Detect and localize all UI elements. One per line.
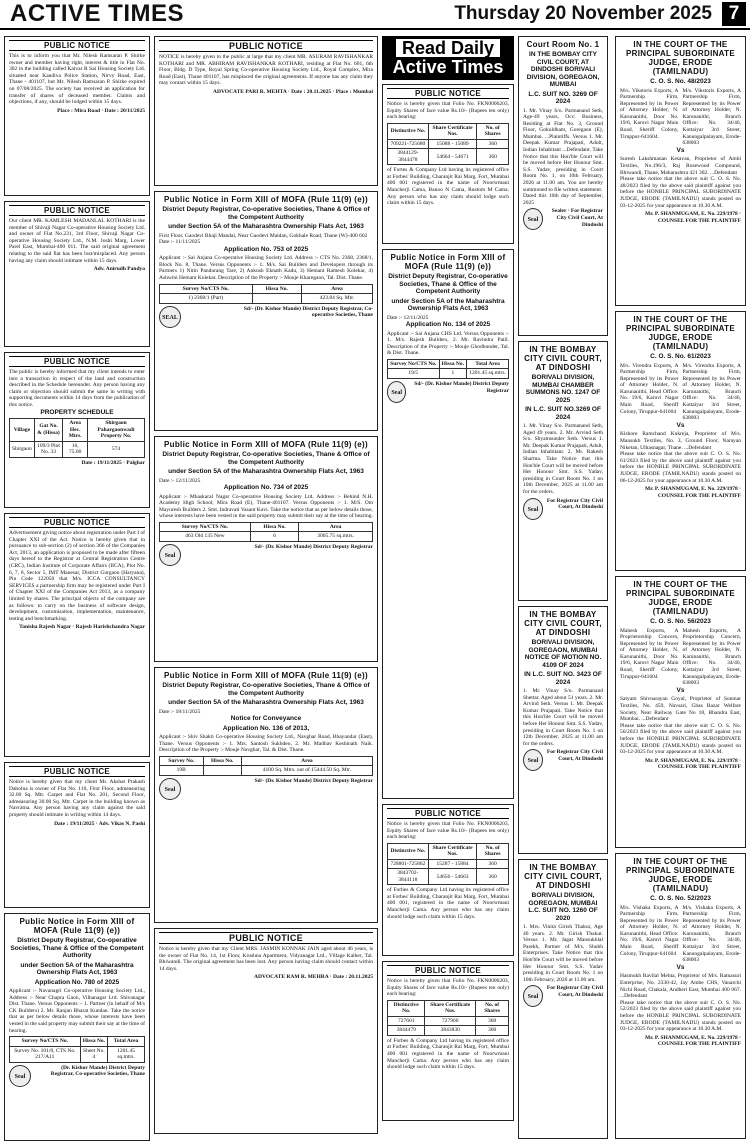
table-cell: 1201.45 sq.mtrs. bbox=[467, 369, 509, 379]
table-header: No. of Shares bbox=[477, 843, 509, 859]
table-header: Survey No/CTS No. bbox=[160, 284, 253, 294]
table-header: Share Certificate Nos. bbox=[425, 1000, 476, 1016]
table-header: Area Hec. Mtrs. bbox=[63, 419, 88, 442]
table-cell: 360 bbox=[476, 1016, 509, 1026]
notice-authority: District Deputy Registrar, Co-operative Societies, Thane & Office of the Competent Authority bbox=[388, 273, 508, 295]
table-header: Hissa No. bbox=[252, 284, 301, 294]
notice-body: Applicant :- Navanagri Co-operative Housing Society Ltd., Address :- Near Chapra Gaon, Vilhanagar Ltd. Shivanagar Dist. Thane. Versus Opponents :- 1. Partner (in behalf of M/s CK Builders) 2. Mr. Ranjan Bharat Kundan. Take the notice that as per below details those, whose interests have been vested in the said property may submit their say at the time of hearing. bbox=[9, 988, 145, 1034]
case-number: IN L.C. SUIT NO. 3423 OF 2024 bbox=[524, 671, 602, 686]
table-row bbox=[388, 149, 509, 165]
notice-body: Notice is hereby given that Folio No. FKN0006203, Equity Shares of face value Rs.10/- (Rupees ten only) each bearing: bbox=[387, 101, 509, 121]
notice-heading: PUBLIC NOTICE bbox=[387, 88, 509, 99]
table-row bbox=[160, 532, 373, 542]
case-number: C. O. S. No. 61/2023 bbox=[650, 353, 711, 360]
notice-date: Date :- 18/11/2025 bbox=[159, 708, 201, 715]
table-row bbox=[160, 766, 373, 776]
notice-heading: IN THE COURT OF THE PRINCIPAL SUBORDINATE JUDGE, ERODE (TAMILNADU) bbox=[626, 40, 735, 76]
table-cell: 1) 2368/1 (Part) bbox=[160, 294, 253, 304]
notice-act: under Section 5A of the Maharashtra Ownership Flats Act, 1963 bbox=[168, 468, 364, 475]
plaintiff-left: M/s. Vishaka Exports, A Partnership Firm, Represented by its Power of Attorney Holder, N. Karunanithi, Head Office: No. 19/6, Karuvi Nagar Main Road, Sheriff Colony, Tiruppur-641604 bbox=[620, 904, 679, 957]
notice-heading: IN THE COURT OF THE PRINCIPAL SUBORDINATE JUDGE, ERODE (TAMILNADU) bbox=[626, 580, 735, 616]
counsel: Mr. P. SHANMUGAM, E. No. 229/1978 · COUNSEL FOR THE PLAINTIFF bbox=[645, 486, 741, 499]
seal-icon: SEAL bbox=[159, 306, 181, 328]
application-number: Application No. 134 of 2025 bbox=[405, 321, 491, 329]
public-notice bbox=[4, 352, 150, 508]
table-header: Survey No/CTS No. bbox=[388, 359, 440, 369]
table-cell bbox=[203, 766, 241, 776]
court-summons bbox=[518, 36, 608, 336]
notice-heading: IN THE BOMBAY CITY CIVIL COURT, AT DINDOSHI bbox=[524, 345, 602, 372]
seal-icon: Seal bbox=[387, 381, 406, 403]
issue-date: Thursday 20 November 2025 bbox=[454, 3, 712, 24]
notice-heading: PUBLIC NOTICE bbox=[9, 766, 145, 777]
share-loss-notice bbox=[382, 961, 514, 1121]
notice-heading: Public Notice in Form XIII of MOFA (Rule 11(9) (e)) bbox=[164, 671, 368, 680]
case-number: IN L.C. SUIT NO.3269 OF 2024 bbox=[525, 406, 601, 421]
table-header: Total Area bbox=[108, 1037, 145, 1047]
notice-heading: PUBLIC NOTICE bbox=[9, 40, 145, 51]
counsel: Mr. P. SHANMUGAM, E. No. 229/1978 · COUNSEL FOR THE PLAINTIFF bbox=[645, 1034, 741, 1048]
notice-body: The public is hereby informed that my client intends to enter into a transaction in respect of the land and construction described in the Schedule hereunder. Any person having any claim or objection should submit the same in writing with supporting documents within 14 days from the publication of this notice. bbox=[9, 369, 145, 408]
defendant: Kishore Ramchand Kukreja, Proprietor of M/s. Mansukh Textiles, No. 3, Ground Floor, Narayan Niketan, Ulhasnagar, Thane. ...Defendant bbox=[620, 431, 741, 451]
notice-signature: Adv. Anirudh Pandya bbox=[93, 266, 145, 273]
notice-body: NOTICE is hereby given to the public at large that my client MR. ASURAM RAVISHANKAR KOTHARI and MR. ABHIRAM RAVISHANKAR KOTHARI, residing at Flat No. 601, 6th Floor, Bldg. D Type, Royal Spring Co-operative Housing Society Ltd., Royal Complex, Mira Road (East), Thane 401107, has misplaced the original agreements. If anyone has any claim they may contact within 15 days. bbox=[159, 54, 373, 87]
table-header: Share Certificate Nos. bbox=[428, 843, 477, 859]
notice-body: Applicant :- Mhaskaral Nagar Co-operative Housing Society Ltd. Address :- Behind N.H. Academy High School, Mira Road (E), Thane-401107. Versus Opponents :- 1. M/S. Om Mayuresh Builders 2. Smt. Indravati Vasant Kavi. Take the notice that as per below details those, whose interests have been vested in the said property may submit their say at the time of hearing. bbox=[159, 493, 373, 520]
notice-signature: For Registrar City Civil Court, At Dindoshi bbox=[546, 985, 603, 998]
notice-heading: PUBLIC NOTICE bbox=[9, 356, 145, 367]
seal-icon: Seal bbox=[9, 1065, 31, 1087]
case-number: C. O. S. No. 56/2023 bbox=[650, 618, 711, 625]
public-notice bbox=[154, 36, 378, 186]
defendant: Hasmukh Ravilal Mehta, Proprietor of M/s. Ratnasuri Enterprise, No. 2330-42, Jay Ambe CHS, Vanarchi Nichi Road, Chakala, Andheri East, Mumbai 400 067. ...Defendant bbox=[620, 973, 741, 1000]
table-header: Area bbox=[299, 522, 373, 532]
mofa-notice bbox=[4, 913, 150, 1141]
notice-act: under Section 5A of the Maharashtra Ownership Flats Act, 1963 bbox=[168, 223, 364, 230]
table-cell: Shirgaon bbox=[10, 441, 35, 457]
case-number: L.C. SUIT NO. 3269 OF 2024 bbox=[528, 90, 598, 105]
mofa-notice bbox=[154, 191, 378, 431]
seal-icon: Seal bbox=[523, 749, 543, 771]
counsel: Mr. P. SHANMUGAM, E. No. 229/1978 · COUNSEL FOR THE PLAINTIFF bbox=[645, 211, 741, 224]
table-header: Total Area bbox=[467, 359, 509, 369]
notice-authority: District Deputy Registrar, Co-operative Societies, Thane & Office of the Competent Authority bbox=[162, 682, 370, 697]
table-header: Hissa No. bbox=[439, 359, 466, 369]
table-cell: 6 bbox=[250, 532, 298, 542]
table-cell bbox=[252, 294, 301, 304]
table-header: Area bbox=[301, 284, 372, 294]
application-number: Application No. 780 of 2025 bbox=[34, 978, 120, 986]
notice-heading: PUBLIC NOTICE bbox=[9, 205, 145, 216]
table-header: Gat No. & (Hissa) bbox=[34, 419, 63, 442]
notice-date: Date :- 11/11/2025 bbox=[159, 239, 201, 246]
notice-signature: Sd/- (Dr. Kishor Mande) District Deputy Registrar, Co-operative Societies, Thane bbox=[243, 305, 373, 319]
court-notice bbox=[615, 853, 746, 1139]
notice-body: Applicant :- Shiv Shakti Co-operative Housing Society Ltd., Navghar Road, Bhayandar (East), Thane. Versus Opponents :- 1. Mrs. Santosh Sukhdeo, 2. Mr. Madhav Keshinath Naik. Description of the Property :- Mouje Navghar, Tal. & Dist. Thane. bbox=[159, 734, 373, 754]
notice-body: 1. Mrs. Vinita Girish Thakur, Age 40 years. 2. Mr. Girish Thakur. Versus 1. Mr. Jagat Mansukhlal Parekh, Partner of M/s. Shubh Enterprises. Take Notice that this Hon'ble Court will be moved before Her Honour Smt. S.S. Yadav presiding in Court Room No. 1 on 10th February, 2026 at 11.00 am. bbox=[523, 924, 603, 983]
table-cell: Survey No. 101/8, CTS No. 217/A11 bbox=[10, 1046, 81, 1062]
notice-body: Our client MR. KAMLESH MADANLAL KOTHARI is the member of Shivaji Nagar Co-operative Housing Society Ltd. and owner of Flat No.231, 3rd Floor, Shivaji Nagar Co-operative Housing Society Ltd., N.M. Joshi Marg, Lower Parel East, Mumbai-400 011. The said original agreement relating to the said flat has been lost/misplaced. Any person having any claim should intimate within 15 days. bbox=[9, 218, 145, 264]
notice-act: under Section 5A of the Maharashtra Ownership Flats Act, 1963 bbox=[20, 961, 134, 976]
court-division: BORIVALI DIVISION, GOREGAON, MUMBAI L.C. SUIT NO. 1260 OF 2020 bbox=[528, 892, 598, 922]
table-cell: 1 bbox=[439, 369, 466, 379]
court-notice bbox=[615, 576, 746, 848]
table-cell: 19/5 bbox=[388, 369, 440, 379]
masthead bbox=[0, 0, 750, 30]
table-cell: 727601 bbox=[388, 1016, 425, 1026]
counsel: Mr. P. SHANMUGAM, E. No. 229/1978 · COUNSEL FOR THE PLAINTIFF bbox=[645, 757, 741, 771]
table-header: Village bbox=[10, 419, 35, 442]
court-notice bbox=[615, 36, 746, 306]
share-loss-notice bbox=[382, 84, 514, 244]
table-header: Distinctive No. bbox=[388, 123, 429, 139]
public-notice bbox=[4, 762, 150, 908]
notice-heading: PUBLIC NOTICE bbox=[387, 808, 509, 819]
table-row bbox=[388, 1016, 509, 1026]
court-division: BORIVALI DIVISION, GOREGAON, MUMBAI NOTICE OF MOTION NO. 4109 OF 2024 bbox=[524, 639, 602, 669]
versus: Vs bbox=[676, 146, 685, 154]
property-table bbox=[9, 418, 145, 458]
notice-body: This is to inform you that Mr. Nilesh Ramsaran P. Shirke owner and member having right, interest & title in Flat No. 302 in the building called Kaivar R Sai Housing Society Ltd. situated near Kandiva Police Station, Nirvy Road, East, Thane - 401107, but Mr. Nilesh Ramsaran P. Shirke expired on 07/08/2025. The society has received an application for transfer of shares of deceased member. Claims and objections, if any, should be lodged within 15 days. bbox=[9, 53, 145, 106]
notice-heading: Public Notice in Form XIII of MOFA (Rule 11(9) (e)) bbox=[164, 440, 368, 449]
seal-icon: Seal bbox=[159, 544, 181, 566]
public-notice bbox=[154, 928, 378, 1134]
notice-body: Please take notice that the above suit C. O. S. No. 61/2023 filed by the above said plaintiff against you before the HONBLE PRINCIPAL SUBORDINATE JUDGE, ERODE (TAMILNADU) stands posted on 06-12-2025 for your appearance at 10.30 A.M. bbox=[620, 451, 741, 484]
table-cell: 3844129-3844478 bbox=[388, 149, 429, 165]
table-cell: 1201.45 sq.mtrs. bbox=[108, 1046, 145, 1062]
table-row bbox=[388, 869, 509, 885]
court-summons bbox=[518, 341, 608, 601]
notice-heading: Public Notice in Form XIII of MOFA (Rule 11(9) (e)) bbox=[19, 917, 135, 935]
notice-act: under Section 5A of the Maharashtra Ownership Flats Act, 1963 bbox=[391, 297, 505, 312]
property-table bbox=[159, 756, 373, 776]
notice-heading: Court Room No. 1 bbox=[526, 40, 600, 49]
versus: Vs bbox=[676, 421, 685, 429]
banner-line-1: Read Daily bbox=[396, 39, 500, 57]
table-cell: 3843830 bbox=[425, 1026, 476, 1036]
table-cell: 109/3 Plot No. 33 bbox=[34, 441, 63, 457]
case-number: C. O. S. No. 48/2023 bbox=[650, 78, 711, 85]
table-header: Hissa No. bbox=[203, 756, 241, 766]
notice-body-continued: of Forbes & Company Ltd having its registered office at Forbes' Building, Charanjit Rai Marg, Fort, Mumbai 400 001 registered in the name of Noorwmani Mancherji Cama. Any person who has any claim should lodge such claim within 15 days. bbox=[387, 1037, 509, 1071]
table-cell: 360 bbox=[477, 869, 509, 885]
property-table bbox=[159, 522, 373, 542]
court-summons bbox=[518, 859, 608, 1139]
banner-line-2: Active Times bbox=[392, 57, 504, 77]
table-cell: 3843702-3844118 bbox=[388, 869, 429, 885]
seal-icon: Seal bbox=[159, 778, 181, 800]
plaintiff-right: M/s. Vishaka Exports, A Partnership Firm, Represented by its Power of Attorney Holder, N. Karunanithi, Branch Office: No. 34/46, Kottaiyar 3rd Street, Kanungalpalayam, Erode-638003 bbox=[682, 904, 741, 964]
notice-body-continued: of Fortes & Company Ltd having its registered office at Forbes' Building, Charanjit Rai Marg, Fort, Mumbai 400 001 registered in the name of Noorwmani Mancherji Cama, Banoo N Cama, Rustom M Cama. Any person who has any claim should lodge such claim within 15 days. bbox=[387, 167, 509, 207]
notice-body: Notice is hereby given that Folio No. FKN0006203, Equity Shares of face value Rs.10/- (Rupees ten only) each bearing: bbox=[387, 978, 509, 998]
table-row bbox=[388, 369, 509, 379]
column-1 bbox=[4, 36, 150, 1144]
public-notice bbox=[4, 36, 150, 196]
share-loss-notice bbox=[382, 804, 514, 956]
notice-authority: District Deputy Registrar, Co-operative Societies, Thane & Office of the Competent Authority bbox=[162, 206, 370, 221]
table-cell: 54656 - 54663 bbox=[428, 869, 477, 885]
notice-body: Please take notice that the above suit C. O. S. No. 56/2023 filed by the above said plaintiff against you before the HONBLE PRINCIPAL SUBORDINATE JUDGE, ERODE (TAMILNADU) stands posted on 03-12-2025 for your appearance at 10.30 A.M. bbox=[620, 722, 741, 756]
notice-body-continued: of Forbes & Company Ltd having its registered office at Forbes' Building, Charanjit Rai Marg, Fort, Mumbai 400 001, registered in the name of Noorwmani Mancherji Cama. Any person who has any claim should lodge such claim within 15 days. bbox=[387, 887, 509, 920]
versus: Vs bbox=[676, 686, 685, 694]
notice-signature: ADVOCATE RAM R. MEHRA · Date : 20.11.2025 bbox=[254, 974, 373, 981]
application-number: Application No. 734 of 2025 bbox=[223, 484, 309, 492]
plaintiff-right: M/s. Virendra Exports, A Partnership Firm, Represented by its Power of Attorney Holder, N. Karunanithi, Branch Office: No. 34/46, Kottaiyar 3rd Street, Kanungalpalayam, Erode-638003 bbox=[682, 362, 741, 422]
table-row bbox=[10, 441, 145, 457]
notice-heading: PUBLIC NOTICE bbox=[159, 40, 373, 52]
plaintiff-right: Mahesh Exports, A Proprietorship Concern, Represented by its Power of Attorney Holder, N. Karunanithi, Branch Office: No. 34/46, Kottaiyar 3rd Street, Kanungalpalayam, Erode-638003 bbox=[682, 627, 741, 687]
seal-icon: Seal bbox=[523, 498, 543, 520]
notice-signature: Sealer · For Registrar City Civil Court, At Dindoshi bbox=[551, 208, 603, 228]
notice-date: Date :- 12/11/2025 bbox=[159, 477, 201, 484]
court-division: IN THE BOMBAY CITY CIVIL COURT, AT DINDOSHI BORIVALI DIVISION, GOREGAON, MUMBAI bbox=[526, 51, 600, 88]
notice-body: 1. Mr. Vinay S/o. Parmanand Seth, Aged 49 years. 2. Mr. Arvind Seth S/o. Shyamsunder Seth. Versus 1. Mr. Deepak Kumar Prajapati, Adult, Indian Inhabitant. 2. Mr. Rakesh Sharma. Take Notice that this Hon'ble Court will be moved before Her Honour Smt. S.S. Yadav, presiding in Court Room No. 1 on 10th December, 2025 at 11.00 am for the orders. bbox=[523, 423, 603, 495]
table-cell: 574 bbox=[88, 441, 145, 457]
table-cell: 360 bbox=[476, 1026, 509, 1036]
notice-body: 1. Mr. Vinay S/o. Parmanand Shettar. Aged about 51 years. 2. Mr. Arvind Seth. Versus 1. Mr. Deepak Kumar Prajapati. Take Notice that this Hon'ble Court will be moved before Her Honour Smt. S.S. Yadav, presiding in Court Room No. 1 on 12th December, 2025 at 11.00 am for the orders. bbox=[523, 688, 603, 747]
notice-act: under Section 5A of the Maharashtra Ownership Flats Act, 1963 bbox=[168, 699, 364, 706]
notice-heading: Public Notice in Form XIII of MOFA (Rule 11(9) (e)) bbox=[164, 195, 368, 204]
public-notice bbox=[4, 513, 150, 757]
table-cell: 16, 75.00 bbox=[63, 441, 88, 457]
notice-body: Notice is hereby given that my client Mr. Akshat Prakash Dabolna is owner of Flat No. 110, First Floor, admeasuring 32.00 Sq. Mtr. Carpet and Flat No. 201, Second Floor, admeasuring 30.00 Sq. Mtr. Carpet in the building known as Navratna. Any person having any claim against the said property should intimate in writing within 14 days. bbox=[9, 779, 145, 818]
table-header: No. of Shares bbox=[476, 1000, 509, 1016]
table-cell: 360 bbox=[477, 859, 509, 869]
notice-signature: ADVOCATE PARI R. MEHTA · Date : 20.11.2025 · Place : Mumbai bbox=[213, 88, 373, 95]
notice-body: Applicant :- Sai Anjana CHS Ltd. Versus Opponents :- 1. M/s. Rajesh Builders, 2. Mr. Ravindra Patil. Description of the Property :- Mouje Ghodbunder, Tal. & Dist. Thane. bbox=[387, 330, 509, 357]
case-number: C. O. S. No. 52/2023 bbox=[650, 895, 711, 902]
defendant: Suresh Lakshmanan Kesavan, Proprietor of Ambi Textiles, No.196/3, Raj Rosewood Compound, Bhiwandi, Thane, Maharashtra 421 302. ...Defendant bbox=[620, 156, 741, 176]
table-cell: 15088 - 15089 bbox=[428, 139, 477, 149]
notice-heading: IN THE COURT OF THE PRINCIPAL SUBORDINATE JUDGE, ERODE (TAMILNADU) bbox=[626, 857, 735, 893]
notice-body: Notice is hereby given that my Client MRS. JASMIN KONNAK JAIN aged about 46 years, is the owner of Flat No. 14, 1st Floor, Krushna Apartment, Vidyanagar Ltd., Village Kalher, Tal. Bhiwandi. The original agreement has been lost. Any person having claim should contact within 14 days. bbox=[159, 946, 373, 972]
notice-body: 1. Mr. Vinay S/o. Parmanand Seth, Age-49 years, Occ: Business, Residing at Flat No. 3, Ground Floor, Gokuldham, Goregaon (E), Mumbai. ...Plaintiffs. Versus 1. Mr. Deepak Kumar Prajapati, Adult, Indian Inhabitant ...Defendant. Take Notice that this Hon'ble Court will be moved before Her Honour Smt. S.S. Yadav, presiding in Court Room No. 1, on 10th February, 2026 at 11.00 am. You are hereby summoned to file written statement. bbox=[523, 107, 603, 193]
property-table bbox=[159, 284, 373, 304]
page-number: 7 bbox=[722, 2, 746, 26]
share-table bbox=[387, 843, 509, 886]
plaintiff-left: M/s. Virendra Exports, A Partnership Firm, Represented by its Power of Attorney Holder, N. Karunanithi, Head Office: No. 19/6, Karuvi Nagar Main Road, Sheriff Colony, Tiruppur-641604 bbox=[620, 362, 679, 415]
notice-date: Date :- 12/11/2025 bbox=[387, 314, 429, 321]
table-cell: 3844479 bbox=[388, 1026, 425, 1036]
share-table bbox=[387, 123, 509, 166]
notice-heading: IN THE COURT OF THE PRINCIPAL SUBORDINATE JUDGE, ERODE (TAMILNADU) bbox=[626, 315, 735, 351]
notice-body: Please take notice that the above suit C. O. S. No. 48/2023 filed by the above said plaintiff against you before the HONBLE PRINCIPAL SUBORDINATE JUDGE, ERODE (TAMILNADU) stands posted on 03-12-2025 for your appearance at 10.30 A.M. bbox=[620, 176, 741, 209]
table-header: Hissa No. bbox=[80, 1037, 108, 1047]
table-header: Hissa No. bbox=[250, 522, 298, 532]
column-5 bbox=[615, 36, 746, 1144]
plaintiff-left: Mahesh Exports, A Proprietorship Concern, Represented by its Power of Attorney Holder, N. Karunanithi, Door No. 19/6, Karuvi Nagar Main Road, Sheriff Colony, Tiruppur-641604 bbox=[620, 627, 679, 680]
notice-type: Notice for Conveyance bbox=[230, 715, 302, 723]
notice-body: Applicant :- Sai Anjana Co-operative Housing Society Ltd. Address :- CTS No. 2368, 2368/1, Block No. 8, Thane. Versus Opponents :- 1. M/s. Sai Builders and Developers through its Partners 1) Nitin Pandurang Tare, 2) Ankush Eknath Kadu, 3) Hemant Ramesh Kolekar, 4) Ashwini Hemant Kolekar. Description of the Property :- Mouje Kharegaon, Tal. Dist. Thane. bbox=[159, 255, 373, 281]
mofa-notice bbox=[154, 436, 378, 662]
table-header: Survey No. bbox=[160, 756, 204, 766]
right-block bbox=[612, 36, 746, 1144]
table-header: Distinctive No. bbox=[388, 843, 429, 859]
read-daily-banner bbox=[382, 36, 514, 80]
notice-heading: Public Notice in Form XIII of MOFA (Rule 11(9) (e)) bbox=[390, 253, 506, 271]
notice-heading: IN THE BOMBAY CITY CIVIL COURT, AT DINDOSHI bbox=[524, 863, 602, 890]
notice-date: Dated this 10th day of September, 2025 bbox=[523, 193, 603, 206]
mofa-notice bbox=[154, 667, 378, 923]
table-row bbox=[160, 294, 373, 304]
notice-authority: District Deputy Registrar, Co-operative Societies, Thane & Office of the Competent Authority bbox=[10, 937, 144, 959]
table-cell: 19B bbox=[160, 766, 204, 776]
mofa-notice bbox=[382, 249, 514, 799]
newspaper-title: ACTIVE TIMES bbox=[10, 0, 185, 27]
column-2 bbox=[154, 36, 378, 1144]
notice-signature: (Dr. Kishor Mande) District Deputy Registrar, Co-operative Societies, Thane bbox=[50, 1064, 145, 1078]
property-schedule-heading: PROPERTY SCHEDULE bbox=[40, 408, 114, 416]
application-number: Application No. 753 of 2025 bbox=[223, 245, 309, 253]
notice-signature: For Registrar City Civil Court, At Dindoshi bbox=[546, 497, 603, 511]
table-header: Share Certificate Nos. bbox=[428, 123, 477, 139]
table-cell: 360 bbox=[477, 139, 509, 149]
table-cell: 709221-725680 bbox=[388, 139, 429, 149]
notice-signature: Tanisha Rajesh Nagar · Rajesh Harishchandra Nagar bbox=[19, 624, 145, 631]
table-header: Area bbox=[241, 756, 372, 766]
authority-address: First Floor, Gaodevi Bhaji Mandai, Near Gaodevi Maidan, Gokhale Road, Thane (W)-400 602 bbox=[159, 232, 368, 239]
application-number: Application No. 136 of 2013, bbox=[222, 724, 310, 732]
notice-signature: Sd/- (Dr. Kishor Mande) District Deputy Registrar bbox=[254, 777, 373, 784]
notice-body: Please take notice that the above suit C. O. S. No. 52/2023 filed by the above said plaintiff against you before the HONBLE PRINCIPAL SUBORDINATE JUDGE, ERODE (TAMILNADU) stands posted on 03-12-2025 for your appearance at 10.30 A.M. bbox=[620, 999, 741, 1033]
court-division: BORIVALI DIVISION, MUMBAI CHAMBER SUMMONS NO. 1247 OF 2025 bbox=[525, 374, 601, 404]
table-cell: 423.84 Sq. Mtr. bbox=[301, 294, 372, 304]
table-cell: 463 Old 135 New bbox=[160, 532, 251, 542]
notice-signature: Place : Mira Road · Date : 20/11/2025 bbox=[57, 107, 145, 114]
notice-signature: Date : 19/11/2025 · Adv. Vikas N. Pashi bbox=[54, 820, 145, 827]
table-cell: 728801-725862 bbox=[388, 859, 429, 869]
seal-icon: Seal bbox=[523, 985, 543, 1007]
court-notice bbox=[615, 311, 746, 571]
notice-heading: PUBLIC NOTICE bbox=[9, 517, 145, 528]
versus: Vs bbox=[676, 963, 685, 971]
property-table bbox=[387, 359, 509, 379]
notice-body: Notice is hereby given that Folio No. FKN0006203, Equity Shares of face value Rs.10/- (Rupees ten only) each bearing: bbox=[387, 821, 509, 841]
table-header: No. of Shares bbox=[477, 123, 509, 139]
notice-authority: District Deputy Registrar, Co-operative Societies, Thane & Office of the Competent Authority bbox=[162, 451, 370, 466]
table-header: Survey No/CTS No. bbox=[10, 1037, 81, 1047]
notice-heading: PUBLIC NOTICE bbox=[159, 932, 373, 944]
table-cell: Sheet No. 4 bbox=[80, 1046, 108, 1062]
table-cell: 3005.75 sq.mtrs. bbox=[299, 532, 373, 542]
public-notice bbox=[4, 201, 150, 347]
plaintiff-left: M/s. Vikstoris Exports, A Partnership Firm, Represented by its Power of Attorney Holder, N. Karunanithi, Door No. 19/6, Karuvi Nagar Main Road, Sheriff Colony, Tiruppur-641604. bbox=[620, 87, 679, 140]
table-row bbox=[388, 859, 509, 869]
table-cell: 4100 Sq. Mtrs. out of 15444.50 Sq. Mtr. bbox=[241, 766, 372, 776]
notice-signature: For Registrar City Civil Court, At Dindoshi bbox=[546, 749, 603, 762]
plaintiff-right: M/s. Vikstoris Exports, A Partnership Firm, Represented by its Power of Attorney Holder, N. Karunanithi, Branch Office: No. 34/46, Kottaiyar 3rd Street, Kanungalpalayam, Erode-638003 bbox=[682, 87, 741, 147]
court-summons bbox=[518, 606, 608, 854]
notice-signature: Sd/- (Dr. Kishor Mande) District Deputy Registrar bbox=[414, 380, 509, 394]
table-cell: 54664 - 54671 bbox=[428, 149, 477, 165]
notice-signature: Sd/- (Dr. Kishor Mande) District Deputy Registrar bbox=[254, 543, 373, 550]
table-cell: 15287 - 15884 bbox=[428, 859, 477, 869]
seal-icon: Seal bbox=[523, 208, 543, 230]
table-header: Survey No/CTS No. bbox=[160, 522, 251, 532]
table-header: Shirgaon Pahargaonwadi Property No. bbox=[88, 419, 145, 442]
table-header: Distinctive No. bbox=[388, 1000, 425, 1016]
table-row bbox=[388, 139, 509, 149]
table-cell: 360 bbox=[477, 149, 509, 165]
notice-signature: Date : 19/11/2025 · Palghar bbox=[81, 459, 145, 466]
defendant: Satyam Shivnarayan Goyal, Proprietor of Sonmar Textiles, No. 459, Navsari, Ghas Bazar Welfare Society, Near Railway Gate No 18, Bhandra East, Mumbai. ...Defendant bbox=[620, 696, 741, 723]
column-4 bbox=[518, 36, 608, 1144]
table-row bbox=[10, 1046, 145, 1062]
table-row bbox=[388, 1026, 509, 1036]
table-cell: 727960 bbox=[425, 1016, 476, 1026]
notice-heading: IN THE BOMBAY CITY CIVIL COURT, AT DINDOSHI bbox=[524, 610, 602, 637]
property-table bbox=[9, 1036, 145, 1063]
share-table bbox=[387, 1000, 509, 1036]
notice-heading: PUBLIC NOTICE bbox=[387, 965, 509, 976]
column-3 bbox=[382, 36, 514, 1144]
notice-body: Advertisement giving notice about registration under Part I of Chapter XXI of the Act. Notice is hereby given that in pursuance to sub-section (2) of section 366 of the Companies Act, 2013, an application is proposed to be made after fifteen days hereof to the Registrar at Central Registration Centre (CRC), Indian Institute of Corporate Affairs (IICA), Plot No. 6, 7, 8, Sector 5, IMT Manesar, District Gurgaon (Haryana), Pin Code 122050 that M/s. ICCA CONSULTANCY SERVICES a partnership firm may be registered under Part I of Chapter XXI of the Companies Act 2013, as a company limited by shares. The principal objects of the company are as follows: to carry on the business of software design, development, customisation, implementation, maintenance, testing and benchmarking. bbox=[9, 530, 145, 622]
